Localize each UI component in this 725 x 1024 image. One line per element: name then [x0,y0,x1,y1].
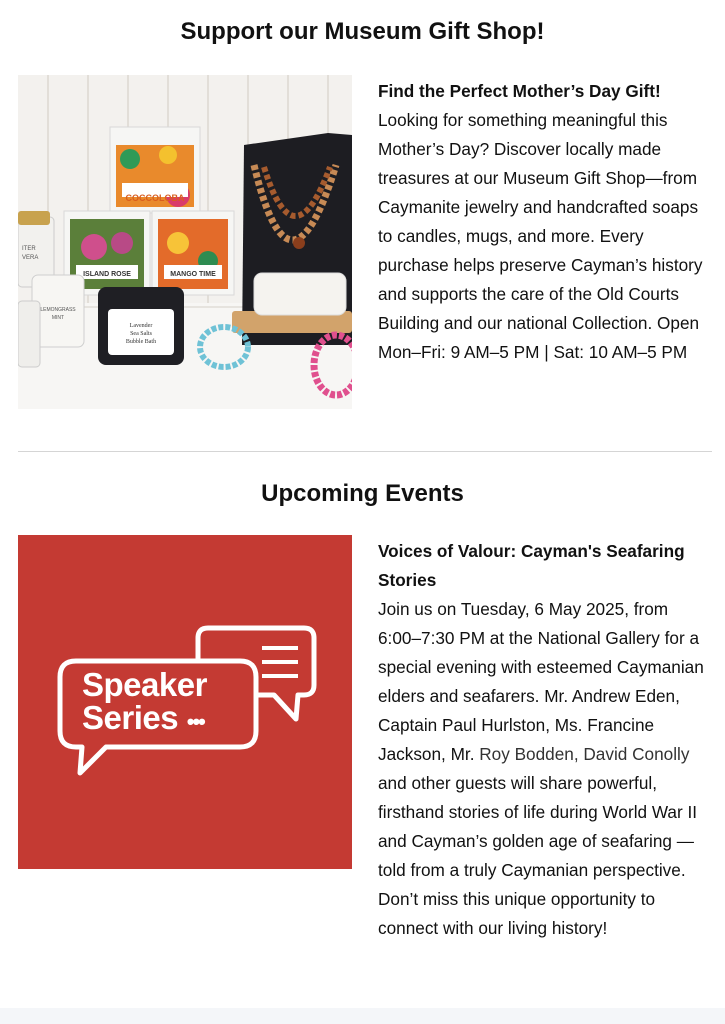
jar-label-vera: VERA [22,255,39,261]
jar-label-bubble-bath: Bubble Bath [125,339,157,345]
event-linked-names[interactable]: Roy Bodden, David Conolly [479,744,690,764]
jar-label-lemongrass: LEMONGRASS [40,307,76,313]
box-label-mango-time: MANGO TIME [170,271,216,278]
box-label-coccoloba: COCCOLOBA [125,193,185,203]
jar-label-lavender: Lavender [129,323,153,329]
event-body-part2: and other guests will share powerful, firsthand stories of life during World War II and Cayman’s golden age of seafaring — told from a truly Caymanian perspective. Don’t miss this unique opportunity to connect with our living history! [378,773,698,938]
gift-shop-body: Looking for something meaningful this Mother’s Day? Discover locally made treasures at our Museum Gift Shop—from Caymanite jewelry and handcrafted soaps to candles, mugs, and more. Every purchase helps preserve Cayman’s history and supports the care of the Old Courts Building and our national Collection. [378,110,703,333]
gift-shop-heading: Find the Perfect Mother’s Day Gift! [378,81,661,101]
jar-label-mint: MINT [51,315,65,321]
section-divider [18,451,712,452]
jar-label-iter: ITER [22,246,36,252]
gift-products-illustration [18,75,352,409]
event-text [378,537,713,943]
speaker-word: Speaker [82,666,207,703]
series-word [82,701,204,739]
gift-shop-title: Support our Museum Gift Shop! [180,18,545,45]
speaker-series-graphic [18,535,352,869]
series-text: Series [82,699,179,736]
event-body-part1: Join us on Tuesday, 6 May 2025, from 6:00–7:30 PM at the National Gallery for a special evening with esteemed Caymanian elders and seafarers. Mr. Andrew Eden, Captain Paul Hurlston, Ms. Francine Jackson, Mr. [378,599,704,764]
gift-shop-text [378,77,713,367]
ellipsis-dots-icon: ••• [186,709,204,734]
box-label-island-rose: ISLAND ROSE [83,271,131,278]
jar-label-sea-salts: Sea Salts [130,331,152,337]
footer-bar [0,1008,725,1024]
events-title: Upcoming Events [261,480,464,507]
gift-shop-photo [18,75,352,409]
gift-shop-hours: Open Mon–Fri: 9 AM–5 PM | Sat: 10 AM–5 PM [378,313,700,362]
event-title: Voices of Valour: Cayman's Seafaring Stories [378,541,685,590]
